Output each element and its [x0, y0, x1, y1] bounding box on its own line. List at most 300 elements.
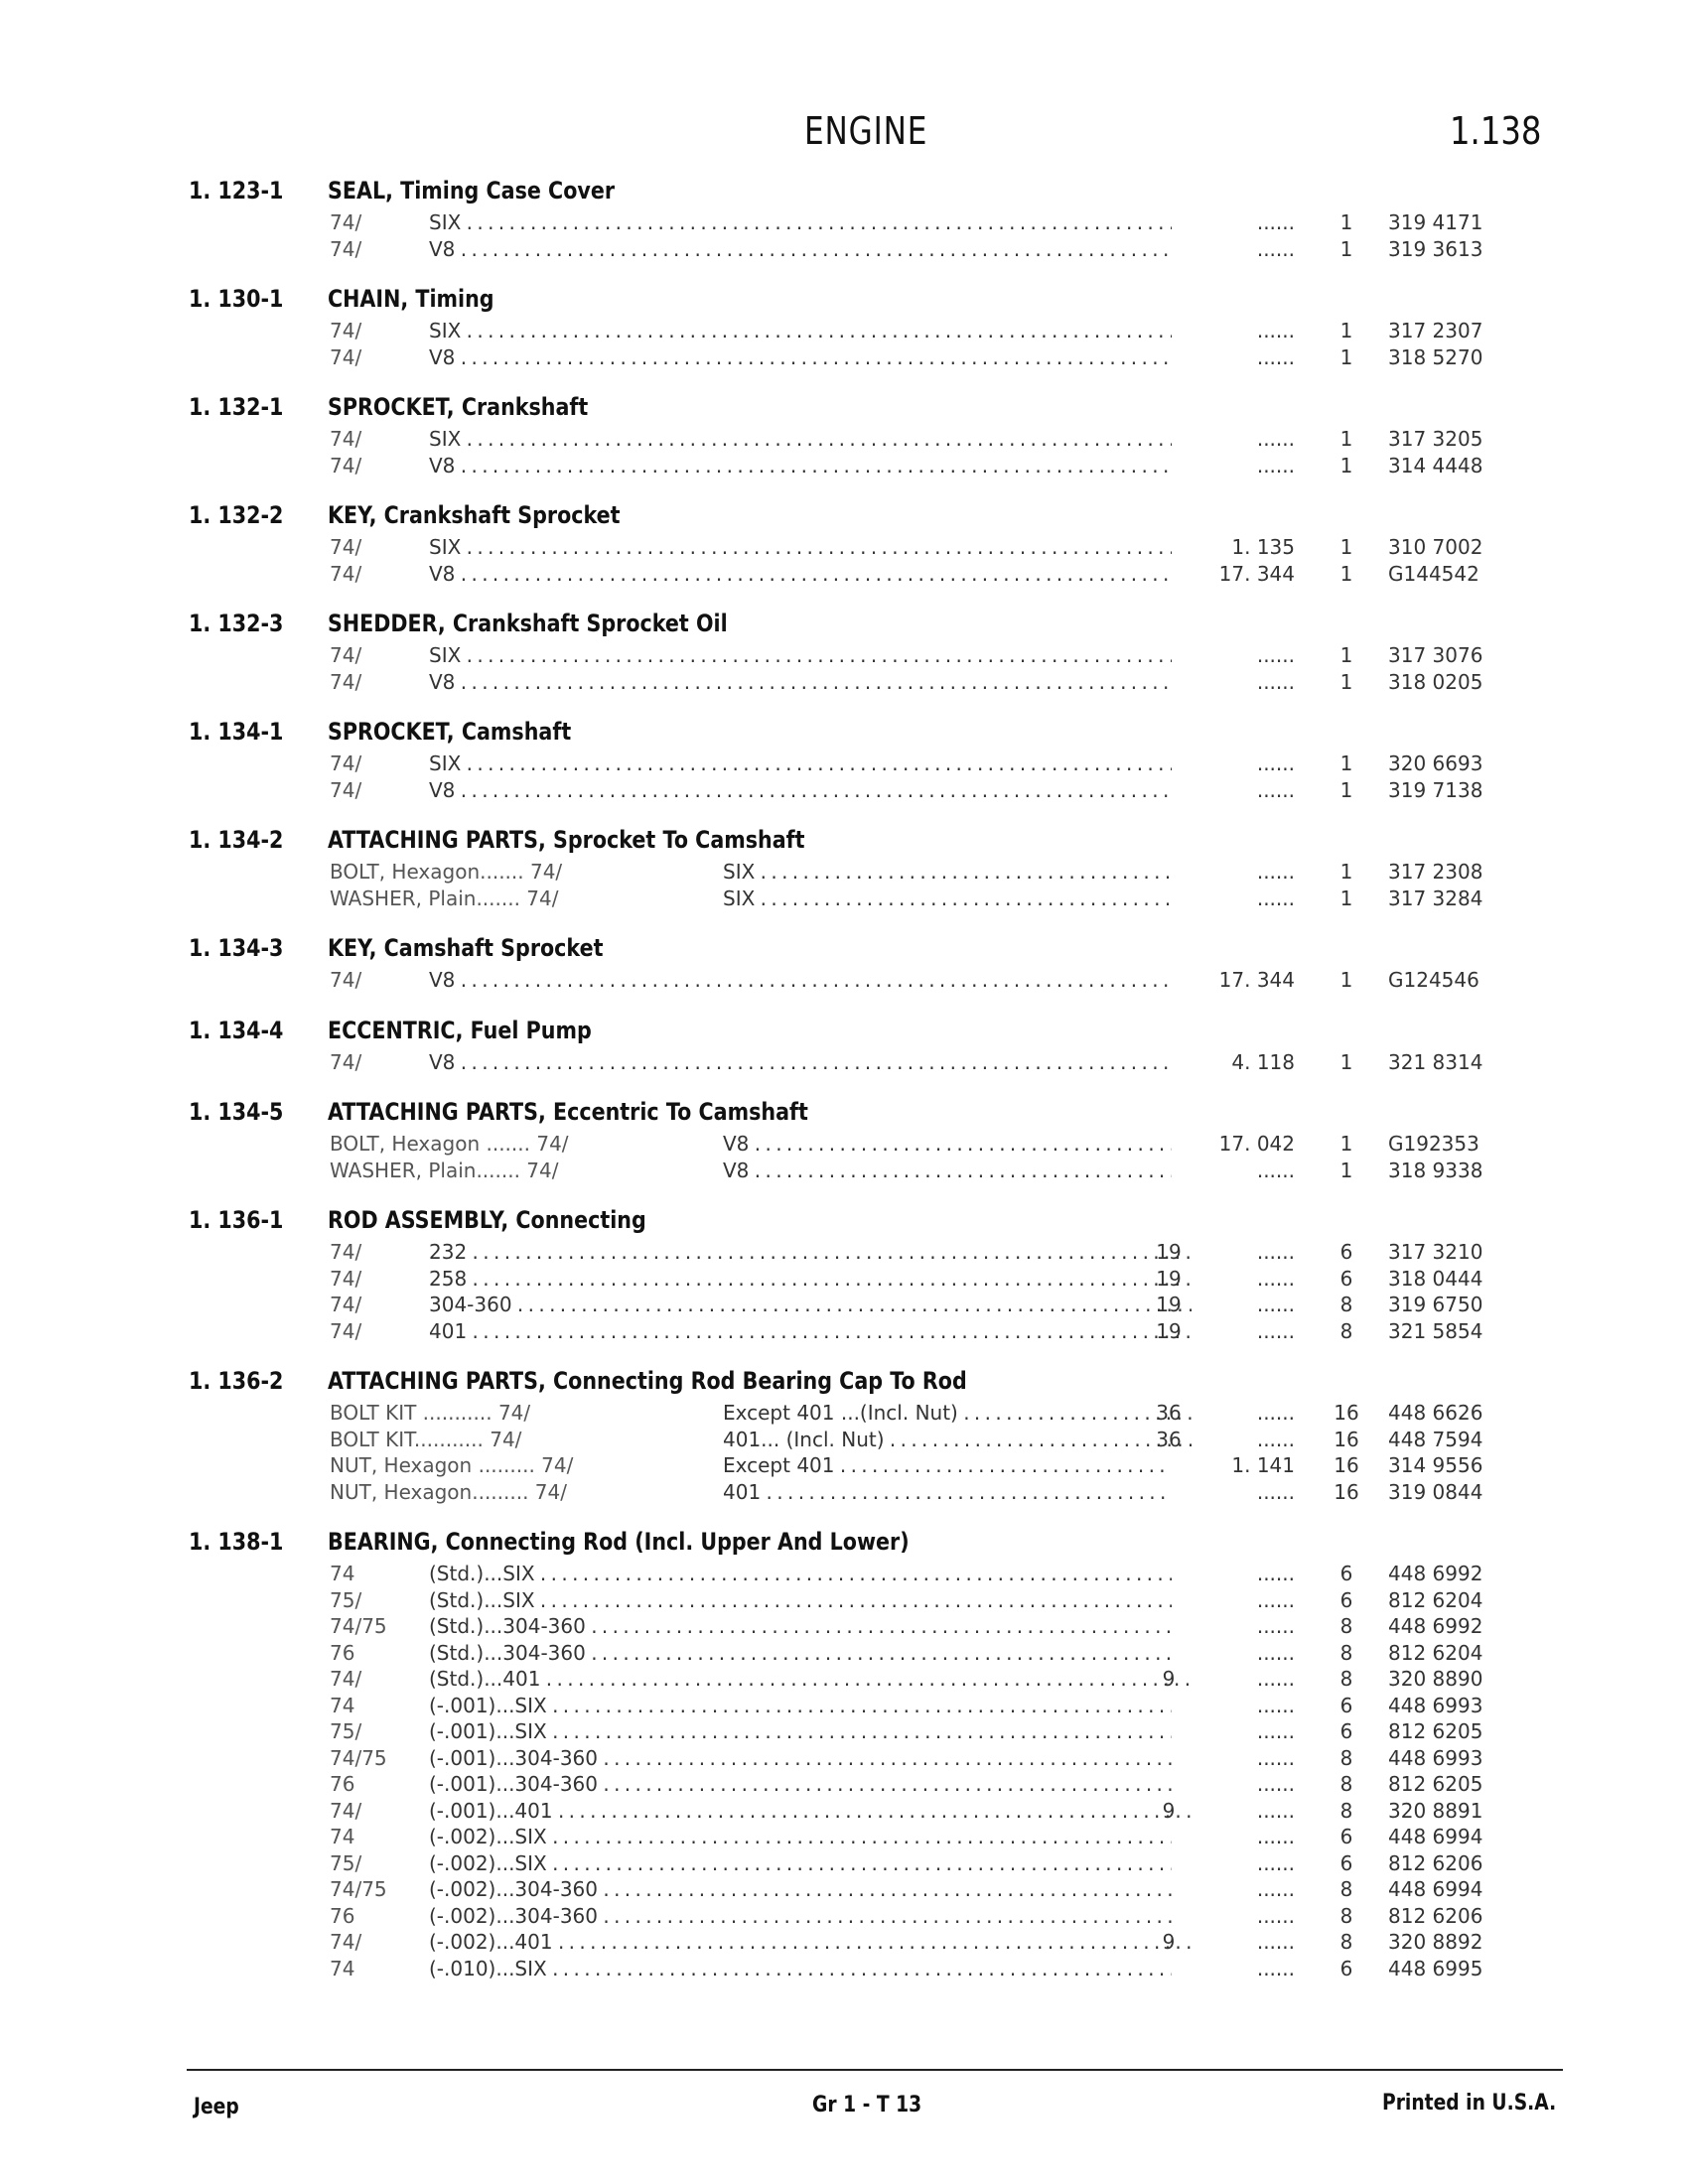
- cross-reference: ......: [1256, 1930, 1295, 1954]
- model-year: 75/: [330, 1719, 362, 1743]
- application: 258 . . .: [429, 1267, 1192, 1291]
- part-row: [0, 535, 1688, 562]
- part-name: [328, 1017, 592, 1044]
- part-name-qualifier: Connecting Rod Bearing Cap To Rod: [553, 1367, 967, 1395]
- group-spacer: [0, 479, 1688, 501]
- figure-ref: 1. 134-4: [189, 1016, 284, 1044]
- part-rows: [0, 1240, 1688, 1345]
- model-year: 74/: [330, 1667, 362, 1691]
- application: (Std.)...SIX . . .: [429, 1588, 1172, 1612]
- application: SIX . . .: [723, 860, 1172, 884]
- part-group: [0, 1528, 1688, 1982]
- part-row: [0, 1132, 1688, 1159]
- part-group-header: [0, 285, 1688, 319]
- application: SIX . . .: [429, 643, 1172, 667]
- part-row: [0, 319, 1688, 345]
- part-number: 319 0844: [1388, 1479, 1483, 1504]
- part-number: 812 6204: [1388, 1587, 1483, 1612]
- attaching-part-and-year: BOLT KIT ........... 74/: [330, 1401, 531, 1425]
- part-row: [0, 1401, 1688, 1428]
- part-number: 448 6994: [1388, 1877, 1483, 1901]
- group-spacer: [0, 371, 1688, 393]
- cross-reference: ......: [1256, 643, 1295, 667]
- footnote-ref: 19: [1156, 1266, 1182, 1291]
- group-spacer: [0, 804, 1688, 826]
- quantity: 6: [1339, 1240, 1353, 1264]
- part-name-main: SPROCKET,: [328, 718, 455, 746]
- part-group: [0, 826, 1688, 934]
- cross-reference: 17. 344: [1218, 968, 1295, 992]
- cross-reference: ......: [1256, 1614, 1295, 1638]
- model-year: 74/75: [330, 1614, 387, 1638]
- figure-ref: 1. 136-1: [189, 1206, 284, 1234]
- footer-brand: Jeep: [194, 2095, 239, 2119]
- part-name-qualifier: Eccentric To Camshaft: [553, 1098, 808, 1126]
- part-rows: [0, 319, 1688, 371]
- part-number: 317 3284: [1388, 886, 1483, 910]
- part-name: [328, 1206, 646, 1234]
- part-row: [0, 237, 1688, 264]
- part-row: [0, 454, 1688, 480]
- quantity: 8: [1339, 1903, 1353, 1928]
- model-year: 74/75: [330, 1877, 387, 1901]
- part-number: 448 6993: [1388, 1745, 1483, 1770]
- quantity: 1: [1339, 427, 1353, 451]
- footnote-ref: 9: [1162, 1798, 1176, 1823]
- part-name-qualifier: Camshaft Sprocket: [383, 934, 604, 962]
- part-name-qualifier: Connecting Rod (Incl. Upper And Lower): [445, 1528, 910, 1556]
- application: (-.002)...304-360 . . .: [429, 1877, 1172, 1901]
- part-number: 448 6992: [1388, 1562, 1483, 1585]
- application: (-.002)...401 . . .: [429, 1930, 1192, 1954]
- part-number: 310 7002: [1388, 535, 1483, 559]
- application: (-.002)...304-360 . . .: [429, 1904, 1172, 1928]
- part-row: [0, 1480, 1688, 1507]
- part-name-qualifier: Crankshaft Sprocket: [383, 501, 621, 529]
- part-name: [328, 285, 494, 313]
- part-number: 317 3210: [1388, 1240, 1483, 1264]
- part-number: 317 3076: [1388, 643, 1483, 667]
- cross-reference: ......: [1256, 1693, 1295, 1717]
- quantity: 1: [1339, 1158, 1353, 1182]
- application: V8 . . .: [429, 345, 1172, 369]
- cross-reference: ......: [1256, 1903, 1295, 1928]
- footnote-ref: 19: [1156, 1293, 1182, 1316]
- part-number: 320 8892: [1388, 1930, 1483, 1954]
- part-number: 812 6205: [1388, 1772, 1483, 1796]
- footnote-ref: 19: [1156, 1318, 1182, 1343]
- part-number: 317 2307: [1388, 319, 1483, 342]
- part-name-main: KEY,: [328, 501, 377, 529]
- application: (-.001)...304-360 . . .: [429, 1772, 1172, 1796]
- group-spacer: [0, 263, 1688, 285]
- part-rows: [0, 1050, 1688, 1077]
- quantity: 1: [1339, 344, 1353, 369]
- model-year: 74: [330, 1825, 355, 1848]
- part-number: 319 6750: [1388, 1293, 1483, 1316]
- part-number: 448 6994: [1388, 1825, 1483, 1848]
- application: (Std.)...304-360 . . .: [429, 1641, 1172, 1665]
- part-row: [0, 1799, 1688, 1826]
- footnote-ref: 9: [1162, 1930, 1176, 1954]
- part-row: [0, 968, 1688, 995]
- part-group-header: [0, 177, 1688, 210]
- application: V8 . . .: [429, 454, 1172, 478]
- cross-reference: ......: [1256, 886, 1295, 910]
- cross-reference: ......: [1256, 1293, 1295, 1316]
- part-group-header: [0, 934, 1688, 968]
- parts-list: [0, 177, 1688, 1982]
- figure-ref: 1. 132-3: [189, 610, 284, 637]
- part-rows: [0, 968, 1688, 995]
- figure-ref: 1. 136-2: [189, 1367, 284, 1395]
- cross-reference: ......: [1256, 1266, 1295, 1291]
- part-number: 448 6992: [1388, 1614, 1483, 1638]
- model-year: 74/: [330, 1293, 362, 1316]
- quantity: 6: [1339, 1587, 1353, 1612]
- part-row: [0, 210, 1688, 237]
- part-name: [328, 501, 621, 529]
- model-year: 74/: [330, 236, 362, 261]
- section-title: ENGINE: [804, 109, 928, 153]
- application: SIX . . .: [429, 535, 1172, 559]
- part-name-main: SEAL,: [328, 177, 393, 205]
- quantity: 8: [1339, 1640, 1353, 1665]
- part-name-qualifier: Timing Case Cover: [400, 177, 616, 205]
- part-group-header: [0, 1206, 1688, 1240]
- part-name-qualifier: Connecting: [515, 1206, 646, 1234]
- part-number: 320 8891: [1388, 1798, 1483, 1823]
- model-year: 74: [330, 1562, 355, 1585]
- application: 304-360 . . .: [429, 1293, 1192, 1316]
- part-name: [328, 934, 603, 962]
- quantity: 16: [1334, 1453, 1359, 1477]
- application: 401... (Incl. Nut) . . .: [723, 1428, 1192, 1451]
- quantity: 8: [1339, 1293, 1353, 1316]
- quantity: 6: [1339, 1850, 1353, 1875]
- quantity: 1: [1339, 535, 1353, 559]
- figure-ref: 1. 132-1: [189, 393, 284, 421]
- cross-reference: ......: [1256, 1850, 1295, 1875]
- model-year: 74/75: [330, 1745, 387, 1770]
- part-group-header: [0, 1017, 1688, 1050]
- application: (-.001)...SIX . . .: [429, 1719, 1172, 1743]
- application: (Std.)...304-360 . . .: [429, 1614, 1172, 1638]
- quantity: 1: [1339, 561, 1353, 586]
- page-number: 1.138: [1450, 109, 1542, 153]
- part-group: [0, 610, 1688, 718]
- quantity: 16: [1334, 1427, 1359, 1451]
- model-year: 74: [330, 1956, 355, 1980]
- cross-reference: ......: [1256, 1318, 1295, 1343]
- cross-reference: 1. 135: [1231, 535, 1295, 559]
- cross-reference: ......: [1256, 1401, 1295, 1425]
- page-header: [0, 109, 1688, 159]
- quantity: 6: [1339, 1825, 1353, 1848]
- part-name-qualifier: Crankshaft: [461, 393, 589, 421]
- part-rows: [0, 751, 1688, 804]
- part-row: [0, 1588, 1688, 1615]
- quantity: 8: [1339, 1614, 1353, 1638]
- cross-reference: ......: [1256, 1825, 1295, 1848]
- cross-reference: 4. 118: [1231, 1049, 1295, 1074]
- part-number: 314 9556: [1388, 1453, 1483, 1477]
- part-name: [328, 1098, 808, 1126]
- attaching-part-and-year: WASHER, Plain....... 74/: [330, 1158, 559, 1182]
- cross-reference: ......: [1256, 1667, 1295, 1691]
- part-row: [0, 1050, 1688, 1077]
- part-number: 319 7138: [1388, 777, 1483, 802]
- part-number: 320 6693: [1388, 751, 1483, 775]
- part-row: [0, 1667, 1688, 1694]
- part-row: [0, 1825, 1688, 1851]
- part-name-main: ECCENTRIC,: [328, 1016, 464, 1044]
- quantity: 8: [1339, 1930, 1353, 1954]
- part-number: 812 6204: [1388, 1640, 1483, 1665]
- part-group-header: [0, 1528, 1688, 1562]
- cross-reference: 1. 141: [1231, 1453, 1295, 1477]
- part-name: [328, 177, 615, 205]
- part-number: 448 7594: [1388, 1427, 1483, 1451]
- quantity: 8: [1339, 1318, 1353, 1343]
- cross-reference: ......: [1256, 1877, 1295, 1901]
- cross-reference: ......: [1256, 210, 1295, 234]
- application: V8 . . .: [429, 237, 1172, 261]
- part-name-qualifier: Crankshaft Sprocket Oil: [452, 610, 728, 637]
- part-name: [328, 1367, 967, 1395]
- model-year: 74/: [330, 1266, 362, 1291]
- model-year: 74/: [330, 1049, 362, 1074]
- quantity: 6: [1339, 1266, 1353, 1291]
- quantity: 6: [1339, 1562, 1353, 1585]
- footnote-ref: 9: [1162, 1667, 1176, 1691]
- application: (-.001)...SIX . . .: [429, 1694, 1172, 1717]
- part-name-main: ATTACHING PARTS,: [328, 826, 546, 854]
- model-year: 74/: [330, 210, 362, 234]
- part-row: [0, 751, 1688, 778]
- application: SIX . . .: [429, 427, 1172, 451]
- cross-reference: ......: [1256, 319, 1295, 342]
- application: 232 . . .: [429, 1240, 1192, 1264]
- part-group-header: [0, 1098, 1688, 1132]
- application: SIX . . .: [429, 751, 1172, 775]
- model-year: 74/: [330, 561, 362, 586]
- part-number: 318 5270: [1388, 344, 1483, 369]
- part-name-main: BEARING,: [328, 1528, 439, 1556]
- attaching-part-and-year: BOLT KIT........... 74/: [330, 1427, 522, 1451]
- quantity: 1: [1339, 643, 1353, 667]
- part-number: 318 0205: [1388, 669, 1483, 694]
- quantity: 1: [1339, 777, 1353, 802]
- quantity: 1: [1339, 1132, 1353, 1156]
- attaching-part-and-year: WASHER, Plain....... 74/: [330, 886, 559, 910]
- part-row: [0, 860, 1688, 887]
- part-group: [0, 718, 1688, 826]
- part-group: [0, 177, 1688, 285]
- cross-reference: ......: [1256, 1587, 1295, 1612]
- part-name-qualifier: Timing: [415, 285, 494, 313]
- quantity: 8: [1339, 1798, 1353, 1823]
- part-number: 314 4448: [1388, 453, 1483, 478]
- part-row: [0, 1159, 1688, 1185]
- attaching-part-and-year: BOLT, Hexagon....... 74/: [330, 860, 563, 884]
- cross-reference: ......: [1256, 1798, 1295, 1823]
- quantity: 1: [1339, 751, 1353, 775]
- part-row: [0, 643, 1688, 670]
- application: 401 . . .: [429, 1319, 1192, 1343]
- model-year: 74/: [330, 344, 362, 369]
- model-year: 76: [330, 1640, 355, 1665]
- application: 401 . . .: [723, 1480, 1172, 1504]
- cross-reference: ......: [1256, 1956, 1295, 1980]
- part-row: [0, 1772, 1688, 1799]
- part-group: [0, 934, 1688, 1017]
- model-year: 74/: [330, 777, 362, 802]
- cross-reference: ......: [1256, 1745, 1295, 1770]
- group-spacer: [0, 696, 1688, 718]
- quantity: 1: [1339, 1049, 1353, 1074]
- part-group: [0, 1017, 1688, 1099]
- part-row: [0, 1641, 1688, 1668]
- application: SIX . . .: [429, 210, 1172, 234]
- application: V8 . . .: [723, 1132, 1172, 1156]
- cross-reference: ......: [1256, 453, 1295, 478]
- part-rows: [0, 1401, 1688, 1506]
- figure-ref: 1. 134-2: [189, 826, 284, 854]
- part-number: 317 3205: [1388, 427, 1483, 451]
- attaching-part-and-year: BOLT, Hexagon ....... 74/: [330, 1132, 569, 1156]
- part-number: 448 6995: [1388, 1956, 1483, 1980]
- part-number: G144542: [1388, 561, 1479, 586]
- part-row: [0, 1453, 1688, 1480]
- part-row: [0, 1746, 1688, 1773]
- quantity: 6: [1339, 1693, 1353, 1717]
- part-row: [0, 887, 1688, 913]
- part-number: 448 6993: [1388, 1693, 1483, 1717]
- cross-reference: ......: [1256, 1240, 1295, 1264]
- part-row: [0, 1694, 1688, 1720]
- cross-reference: ......: [1256, 1640, 1295, 1665]
- group-spacer: [0, 995, 1688, 1017]
- part-row: [0, 670, 1688, 697]
- part-number: 321 5854: [1388, 1318, 1483, 1343]
- model-year: 74/: [330, 1240, 362, 1264]
- part-rows: [0, 643, 1688, 696]
- part-row: [0, 1930, 1688, 1957]
- part-number: 318 9338: [1388, 1158, 1483, 1182]
- part-number: 319 3613: [1388, 236, 1483, 261]
- part-group-header: [0, 393, 1688, 427]
- part-row: [0, 1267, 1688, 1294]
- part-row: [0, 1614, 1688, 1641]
- application: V8 . . .: [429, 670, 1172, 694]
- figure-ref: 1. 130-1: [189, 285, 284, 313]
- model-year: 74/: [330, 751, 362, 775]
- part-group: [0, 393, 1688, 501]
- quantity: 1: [1339, 319, 1353, 342]
- application: (-.001)...401 . . .: [429, 1799, 1192, 1823]
- application: (-.001)...304-360 . . .: [429, 1746, 1172, 1770]
- quantity: 1: [1339, 968, 1353, 992]
- part-name-main: ATTACHING PARTS,: [328, 1367, 546, 1395]
- part-number: G192353: [1388, 1132, 1479, 1156]
- part-name-main: SPROCKET,: [328, 393, 455, 421]
- quantity: 8: [1339, 1877, 1353, 1901]
- application: (Std.)...SIX . . .: [429, 1562, 1172, 1585]
- model-year: 75/: [330, 1850, 362, 1875]
- cross-reference: 17. 344: [1218, 561, 1295, 586]
- cross-reference: ......: [1256, 344, 1295, 369]
- figure-ref: 1. 134-1: [189, 718, 284, 746]
- application: (-.002)...SIX . . .: [429, 1851, 1172, 1875]
- part-group: [0, 1367, 1688, 1528]
- application: V8 . . .: [429, 562, 1172, 586]
- part-group: [0, 285, 1688, 393]
- cross-reference: ......: [1256, 1772, 1295, 1796]
- part-name: [328, 718, 571, 746]
- model-year: 74/: [330, 1318, 362, 1343]
- attaching-part-and-year: NUT, Hexagon......... 74/: [330, 1479, 567, 1504]
- footer-group-ref: Gr 1 - T 13: [812, 2093, 922, 2117]
- part-group: [0, 1206, 1688, 1367]
- cross-reference: ......: [1256, 1158, 1295, 1182]
- model-year: 74/: [330, 643, 362, 667]
- model-year: 74/: [330, 319, 362, 342]
- part-row: [0, 1719, 1688, 1746]
- model-year: 74/: [330, 453, 362, 478]
- part-group-header: [0, 718, 1688, 751]
- part-name: [328, 826, 805, 854]
- part-number: 320 8890: [1388, 1667, 1483, 1691]
- part-name-qualifier: Sprocket To Camshaft: [553, 826, 805, 854]
- part-name-main: SHEDDER,: [328, 610, 446, 637]
- part-row: [0, 1877, 1688, 1904]
- part-number: 319 4171: [1388, 210, 1483, 234]
- cross-reference: ......: [1256, 236, 1295, 261]
- footer-rule: [187, 2069, 1563, 2071]
- figure-ref: 1. 138-1: [189, 1528, 284, 1556]
- group-spacer: [0, 588, 1688, 610]
- part-number: G124546: [1388, 968, 1479, 992]
- part-number: 448 6626: [1388, 1401, 1483, 1425]
- model-year: 74/: [330, 535, 362, 559]
- cross-reference: ......: [1256, 1719, 1295, 1743]
- part-name-main: ATTACHING PARTS,: [328, 1098, 546, 1126]
- application: (-.002)...SIX . . .: [429, 1825, 1172, 1848]
- cross-reference: ......: [1256, 1562, 1295, 1585]
- group-spacer: [0, 1506, 1688, 1528]
- quantity: 1: [1339, 453, 1353, 478]
- part-group-header: [0, 826, 1688, 860]
- model-year: 75/: [330, 1587, 362, 1612]
- application: (-.010)...SIX . . .: [429, 1957, 1172, 1980]
- group-spacer: [0, 1345, 1688, 1367]
- part-name-main: ROD ASSEMBLY,: [328, 1206, 509, 1234]
- application: Except 401 . . .: [723, 1453, 1172, 1477]
- part-row: [0, 1240, 1688, 1267]
- part-row: [0, 1319, 1688, 1346]
- footnote-ref: 36: [1156, 1401, 1182, 1425]
- part-rows: [0, 1562, 1688, 1982]
- application: V8 . . .: [429, 778, 1172, 802]
- part-row: [0, 427, 1688, 454]
- part-name-main: CHAIN,: [328, 285, 409, 313]
- cross-reference: ......: [1256, 777, 1295, 802]
- part-number: 812 6206: [1388, 1850, 1483, 1875]
- part-rows: [0, 860, 1688, 912]
- cross-reference: ......: [1256, 669, 1295, 694]
- application: SIX . . .: [429, 319, 1172, 342]
